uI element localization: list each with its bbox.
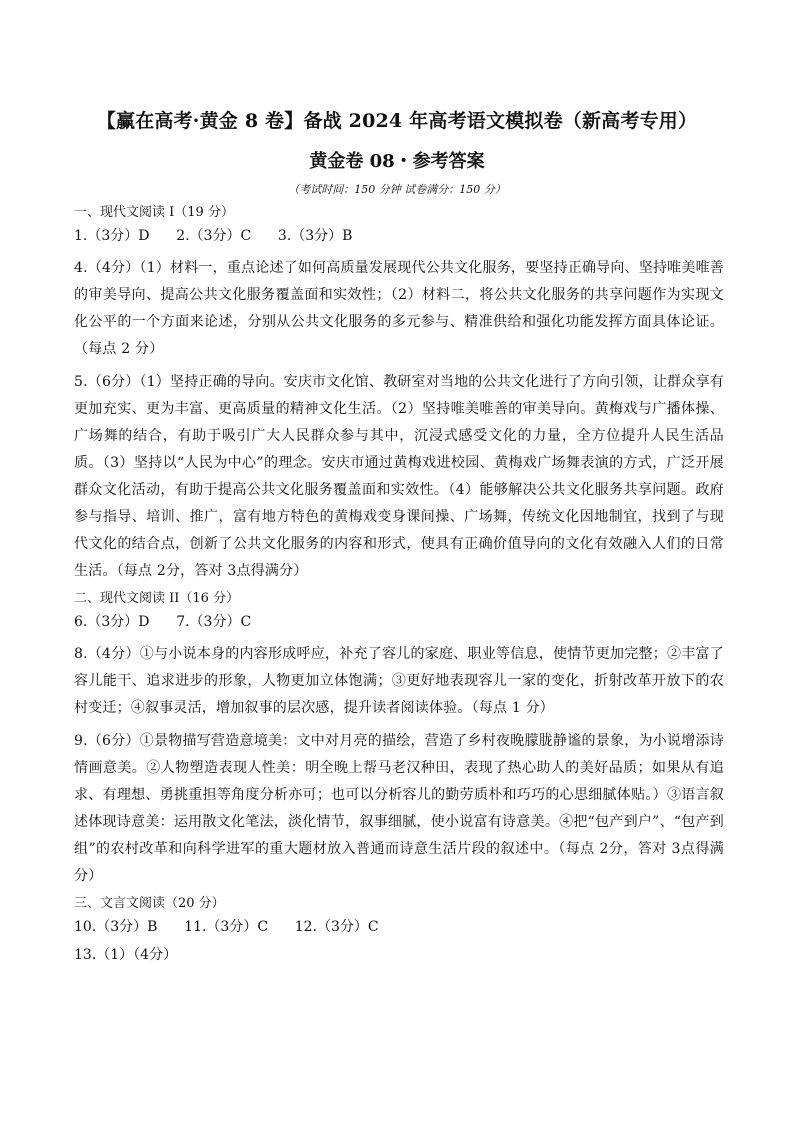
section-heading: 三、文言文阅读（20 分） — [74, 896, 225, 911]
answer-line: 10.（3分）B 11.（3分）C 12.（3分）C — [74, 919, 379, 935]
answer-paragraph: 8.（4分）①与小说本身的内容形成呼应，补充了容儿的家庭、职业等信息，使情节更加完整；②丰富了容儿能干、追求进步的形象，人物更加立体饱满；③更好地表现容儿一家的变化，折射改革开放下的农村变迁；④叙事灵活，增加叙事的层次感，提升读者阅读体验。（每点 1 分） — [74, 646, 724, 716]
exam-info: （考试时间：150 分钟 试卷满分：150 分） — [288, 183, 506, 196]
answer-paragraph: 5.（6分）（1）坚持正确的导向。安庆市文化馆、教研室对当地的公共文化进行了方向引领，让群众享有更加充实、更为丰富、更高质量的精神文化生活。（2）坚持唯美唯善的审美导向。黄梅戏与广播体操、广场舞的结合，有助于吸引广大人民群众参与其中，沉浸式感受文化的力量，全方位提升人民生活品质。（3）坚持以“人民为中心”的理念。安庆市通过黄梅戏进校园、黄梅戏广场舞表演的方式，广泛开展群众文化活动，有助于提高公共文化服务覆盖面和实效性。（4）能够解决公共文化服务共享问题。政府参与指导、培训、推广，富有地方特色的黄梅戏变身课间操、广场舞，传统文化因地制宜，找到了与现代文化的结合点，创新了公共文化服务的内容和形式，使具有正确价值导向的文化有效融入人们的日常生活。（每点 2分，答对 3点得满分） — [74, 374, 724, 579]
answer-paragraph: 4.（4分）（1）材料一，重点论述了如何高质量发展现代公共文化服务，要坚持正确导向、坚持唯美唯善的审美导向、提高公共文化服务覆盖面和实效性；（2）材料二，将公共文化服务的共享问题作为实现文化公平的一个方面来论述，分别从公共文化服务的多元参与、精准供给和强化功能发挥方面具体论证。（每点 2 分） — [74, 260, 724, 357]
section-heading: 一、现代文阅读 I（19 分） — [74, 205, 234, 220]
answer-line: 6.（3分）D 7.（3分）C — [74, 614, 252, 630]
answer-paragraph: 9.（6分）①景物描写营造意境美：文中对月亮的描绘，营造了乡村夜晚朦胧静谧的景象，为小说增添诗情画意美。②人物塑造表现人性美：明全晚上帮马老汉种田，表现了热心助人的美好品质；如果从有追求、有理想、勇挑重担等角度分析亦可；也可以分析容儿的勤劳质朴和巧巧的心思细腻体贴。）③语言叙述体现诗意美：运用散文化笔法，淡化情节，叙事细腻，使小说富有诗意美。④把“包产到户”、“包产到组”的农村改革和向科学进军的重大题材放入普通而诗意生活片段的叙述中。（每点 2分，答对 3点得满分） — [74, 733, 724, 884]
answer-line: 13.（1）（4分） — [74, 947, 178, 963]
answer-body — [74, 203, 724, 974]
document-title: 【赢在高考·黄金 8 卷】备战 2024 年高考语文模拟卷（新高考专用） — [96, 110, 698, 132]
answer-line: 1.（3分）D 2.（3分）C 3.（3分）B — [74, 228, 353, 244]
document-subtitle: 黄金卷 08・参考答案 — [309, 151, 485, 172]
section-heading: 二、现代文阅读 II（16 分） — [74, 591, 240, 606]
